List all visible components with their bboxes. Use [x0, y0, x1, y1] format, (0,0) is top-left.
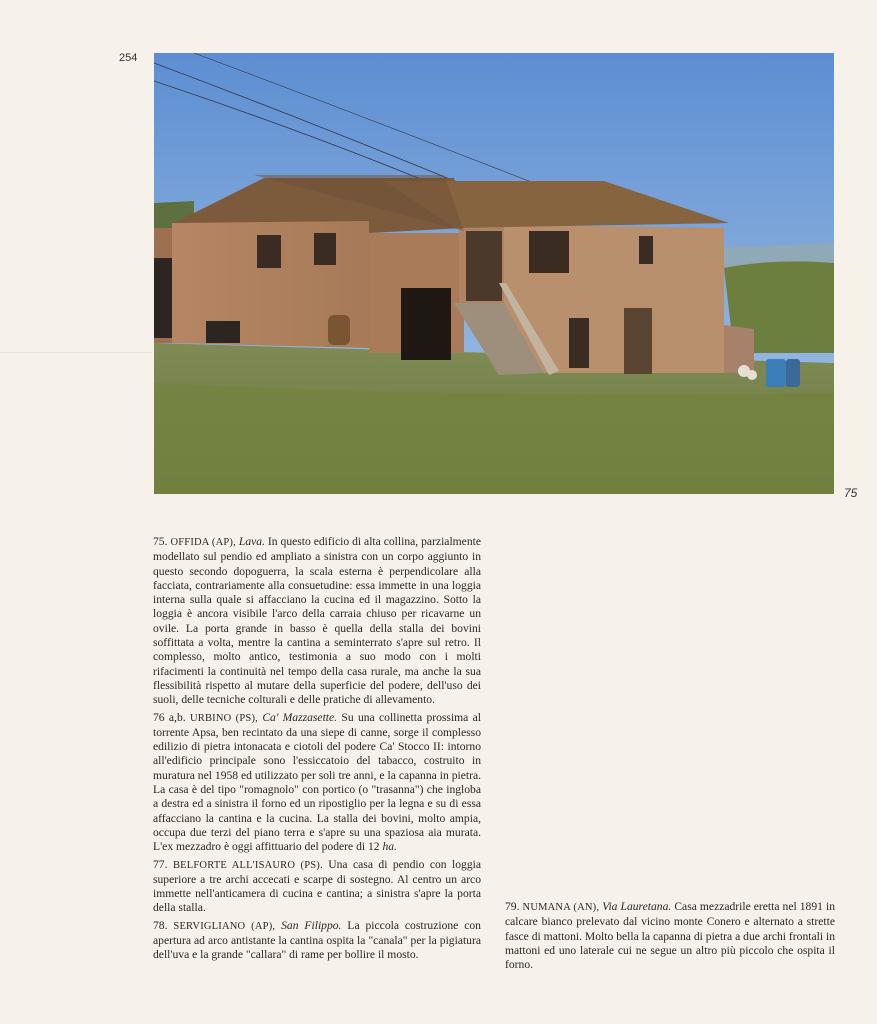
- caption-78: [153, 919, 481, 963]
- farmhouse-photo: [154, 53, 834, 494]
- caption-number: 75.: [153, 535, 168, 548]
- caption-body: Casa mezzadrile eretta nel 1891 in calcare bianco prelevato dal vicino monte Conero e alternato a strette fasce di mattoni. Molto bella la capanna di pietra a due archi frontali in mattoni ed uno laterale cui ne segue un altro più piccolo che ospita il forno.: [505, 900, 836, 972]
- caption-place: NUMANA (AN),: [522, 902, 600, 913]
- caption-title: San Filippo.: [281, 918, 342, 932]
- page-fold-line: [0, 352, 152, 353]
- captions-right-column: [505, 900, 835, 975]
- figure-number: 75: [844, 486, 858, 500]
- caption-number: 77.: [153, 857, 168, 871]
- caption-place: SERVIGLIANO (AP),: [173, 920, 276, 932]
- caption-number: 76 a,b.: [153, 710, 186, 724]
- caption-number: 78.: [153, 918, 168, 932]
- caption-body: Una casa di pendio con loggia superiore a tre archi accecati e scarpe di sostegno. Al centro un arco immette nell'anticamera di cucina e cantina; a sinistra s'apre la porta della stalla.: [153, 857, 481, 915]
- captions-left-column: [153, 535, 481, 966]
- caption-76: [153, 711, 481, 855]
- caption-75: [153, 535, 481, 708]
- caption-title: Ca' Mazzasette.: [262, 710, 338, 724]
- caption-title: Via Lauretana.: [602, 900, 672, 913]
- caption-77: [153, 858, 481, 916]
- page-number: 254: [119, 52, 138, 64]
- caption-place: URBINO (PS),: [189, 712, 258, 724]
- caption-79: [505, 900, 835, 972]
- caption-title: Lava.: [238, 535, 265, 548]
- caption-body: La piccola costruzione con apertura ad arco antistante la cantina ospita la "canala" per la pigiatura dell'uva e la grande "callara" di rame per bollire il mosto.: [153, 918, 481, 962]
- caption-unit: ha.: [382, 840, 397, 854]
- caption-body: In questo edificio di alta collina, parzialmente modellato sul pendio ed ampliato a sinistra con un corpo aggiunto in questo secondo dopoguerra, la scala esterna è perpendicolare alla facciata, contrariamente alla consuetudine: essa immette in una loggia interna sulla quale si affacciano la cucina ed il magazzino. Sotto la loggia è ancora visibile l'arco della carraia chiuso per ricavarne un ovile. La porta grande in basso è quella della stalla dei bovini soffittata a volta, mentre la cantina a seminterrato s'apre sul retro. Il complesso, molto antico, testimonia a suo modo con i molti rifacimenti la continuità nel tempo della casa rurale, ma anche la sua flessibilità rispetto al mutare della superficie del podere, dell'uso dei suoli, delle tecniche colturali e delle pratiche di allevamento.: [153, 535, 481, 707]
- caption-place: OFFIDA (AP),: [170, 537, 236, 548]
- caption-number: 79.: [505, 900, 520, 913]
- caption-place: BELFORTE ALL'ISAURO (PS).: [172, 859, 323, 871]
- caption-body: Su una collinetta prossima al torrente Apsa, ben recintato da una siepe di canne, sorge il complesso edilizio di pietra intonacata e ciotoli del podere Ca' Stocco II: intorno all'edificio principale sono l'essiccatoio del tabacco, costruito in muratura nel 1958 ed utilizzato per soli tre anni, e la capanna in pietra. La casa è del tipo "romagnolo" con portico (o "trasanna") che ingloba a destra ed a sinistra il forno ed un ripostiglio per la legna e su di essa affacciano la cantina e la cucina. La stalla dei bovini, molto ampia, occupa due terzi del piano terra e s'apre su una spaziosa aia murata. L'ex mezzadro è oggi affittuario del podere di 12: [153, 710, 482, 854]
